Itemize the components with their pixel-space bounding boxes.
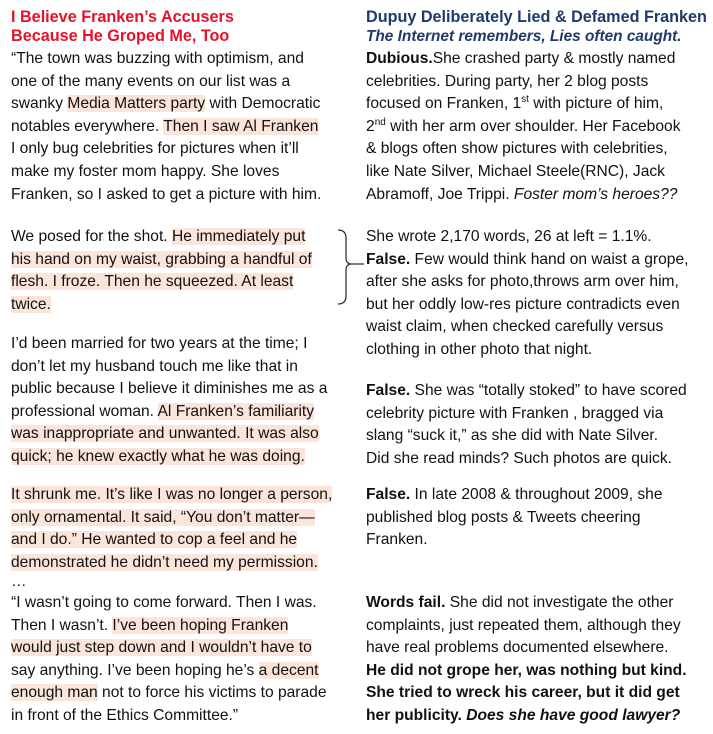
text-line: don’t let my husband touch me like that in [11,357,298,375]
text-line [11,637,327,660]
text-line: enough man not to force his victims to parade [11,684,327,702]
text-line [11,529,332,552]
text-line: have real problems documented elsewhere. [366,639,669,657]
text-line: I’d been married for two years at the time; I [11,335,308,352]
highlight: It shrunk me. It’s like I was no longer a person, [11,486,333,503]
ellipsis: … [11,573,27,591]
left-column [11,8,351,724]
text-line: clothing in other photo that night. [366,340,593,358]
right-paragraph-2 [366,226,688,362]
text-line [11,423,327,446]
highlight: and I do.” He wanted to cop a feel and he [11,531,298,549]
text-line: Franken, so I asked to get a picture with him. [11,185,322,203]
text-line: Words fail. She did not investigate the other [366,594,674,611]
text-line: He did not grope her, was nothing but kind. [366,661,687,679]
text-line: Dubious.She crashed party & mostly named [366,50,676,67]
text-line: False. She was “totally stoked” to have scored [366,382,687,399]
text-line: False. In late 2008 & throughout 2009, she [366,486,663,503]
highlight: only ornamental. It said, “You don’t matter— [11,508,315,526]
text-line: make my foster mom happy. She loves [11,162,280,180]
left-paragraph-1 [11,48,321,206]
text-line: celebrity picture with Franken , bragged via [366,404,664,422]
highlight: I’ve been hoping Franken [112,616,289,634]
text-line: say anything. I’ve been hoping he’s a decent [11,661,319,679]
highlight: was inappropriate and unwanted. It was also [11,425,319,443]
highlight: Al Franken’s familiarity [157,402,315,420]
right-paragraph-1 [366,48,681,206]
text-line [11,446,327,469]
text-line: She tried to wreck his career, but it did get [366,684,680,702]
text-line: Then I wasn’t. I’ve been hoping Franken [11,616,289,634]
text-line: False. Few would think hand on waist a grope, [366,250,689,268]
text-line: professional woman. Al Franken’s familiarity [11,402,315,420]
left-paragraph-2 [11,226,312,316]
text-line: Abramoff, Joe Trippi. Foster mom’s heroes?? [366,185,678,203]
right-paragraph-3 [366,380,687,470]
text-line: one of the many events on our list was a [11,72,291,90]
text-line: & blogs often show pictures with celebrities, [366,140,668,158]
text-line: Franken. [366,531,428,549]
text-line [11,249,312,272]
text-line: slang “suck it,” as she did with Nate Silver. [366,427,659,445]
text-line: after she asks for photo,throws arm over him, [366,273,679,291]
text-line: public because I believe it diminishes me as a [11,380,328,398]
text-line [11,271,312,294]
text-line: swanky Media Matters party with Democratic [11,95,321,113]
text-line: She wrote 2,170 words, 26 at left = 1.1%. [366,228,652,245]
text-line: focused on Franken, 1st with picture of him, [366,94,664,113]
highlight: demonstrated he didn’t need my permission. [11,553,318,571]
text-line: in front of the Ethics Committee.” [11,706,239,724]
text-line: published blog posts & Tweets cheering [366,508,641,526]
left-title-line2: Because He Groped Me, Too [11,27,230,45]
highlight: his hand on my waist, grabbing a handful of [11,250,312,268]
text-line: Did she read minds? Such photos are quick. [366,449,672,467]
text-line: waist claim, when checked carefully versus [366,318,664,336]
left-paragraph-4 [11,484,332,590]
highlight: flesh. I froze. Then he squeezed. At least [11,273,294,291]
highlight: a decent [258,661,319,679]
highlight: Then I saw Al Franken [163,117,319,135]
bracket-connector [336,228,366,308]
left-paragraph-5 [11,592,327,728]
highlight: quick; he knew exactly what he was doing. [11,447,305,465]
text-line [11,507,332,530]
right-column [366,8,711,724]
text-line: like Nate Silver, Michael Steele(RNC), Jack [366,162,665,180]
text-line [11,552,332,575]
text-line: but her oddly low-res picture contradicts even [366,295,680,313]
text-line: celebrities. During party, her 2 blog posts [366,72,649,90]
left-paragraph-3 [11,333,327,469]
right-title: Dupuy Deliberately Lied & Defamed Franken [366,8,707,26]
highlight: enough man [11,684,98,702]
text-line [11,484,332,507]
text-line: “I wasn’t going to come forward. Then I was. [11,594,317,611]
text-line: her publicity. Does she have good lawyer? [366,706,681,724]
text-line: complaints, just repeated them, although they [366,616,681,634]
highlight: twice. [11,295,51,313]
text-line: We posed for the shot. He immediately put [11,228,306,245]
left-title-line1: I Believe Franken’s Accusers [11,8,234,26]
right-paragraph-5 [366,592,687,728]
highlight: He immediately put [171,228,306,245]
text-line: 2nd with her arm over shoulder. Her Facebook [366,116,681,135]
highlight: would just step down and I wouldn’t have to [11,639,312,657]
highlight: Media Matters party [67,95,206,113]
text-line: “The town was buzzing with optimism, and [11,50,304,67]
right-paragraph-4 [366,484,663,552]
text-line: I only bug celebrities for pictures when it’ll [11,140,299,158]
text-line [11,294,312,317]
text-line: notables everywhere. Then I saw Al Franken [11,117,319,135]
right-subtitle: The Internet remembers, Lies often caught. [366,28,682,45]
